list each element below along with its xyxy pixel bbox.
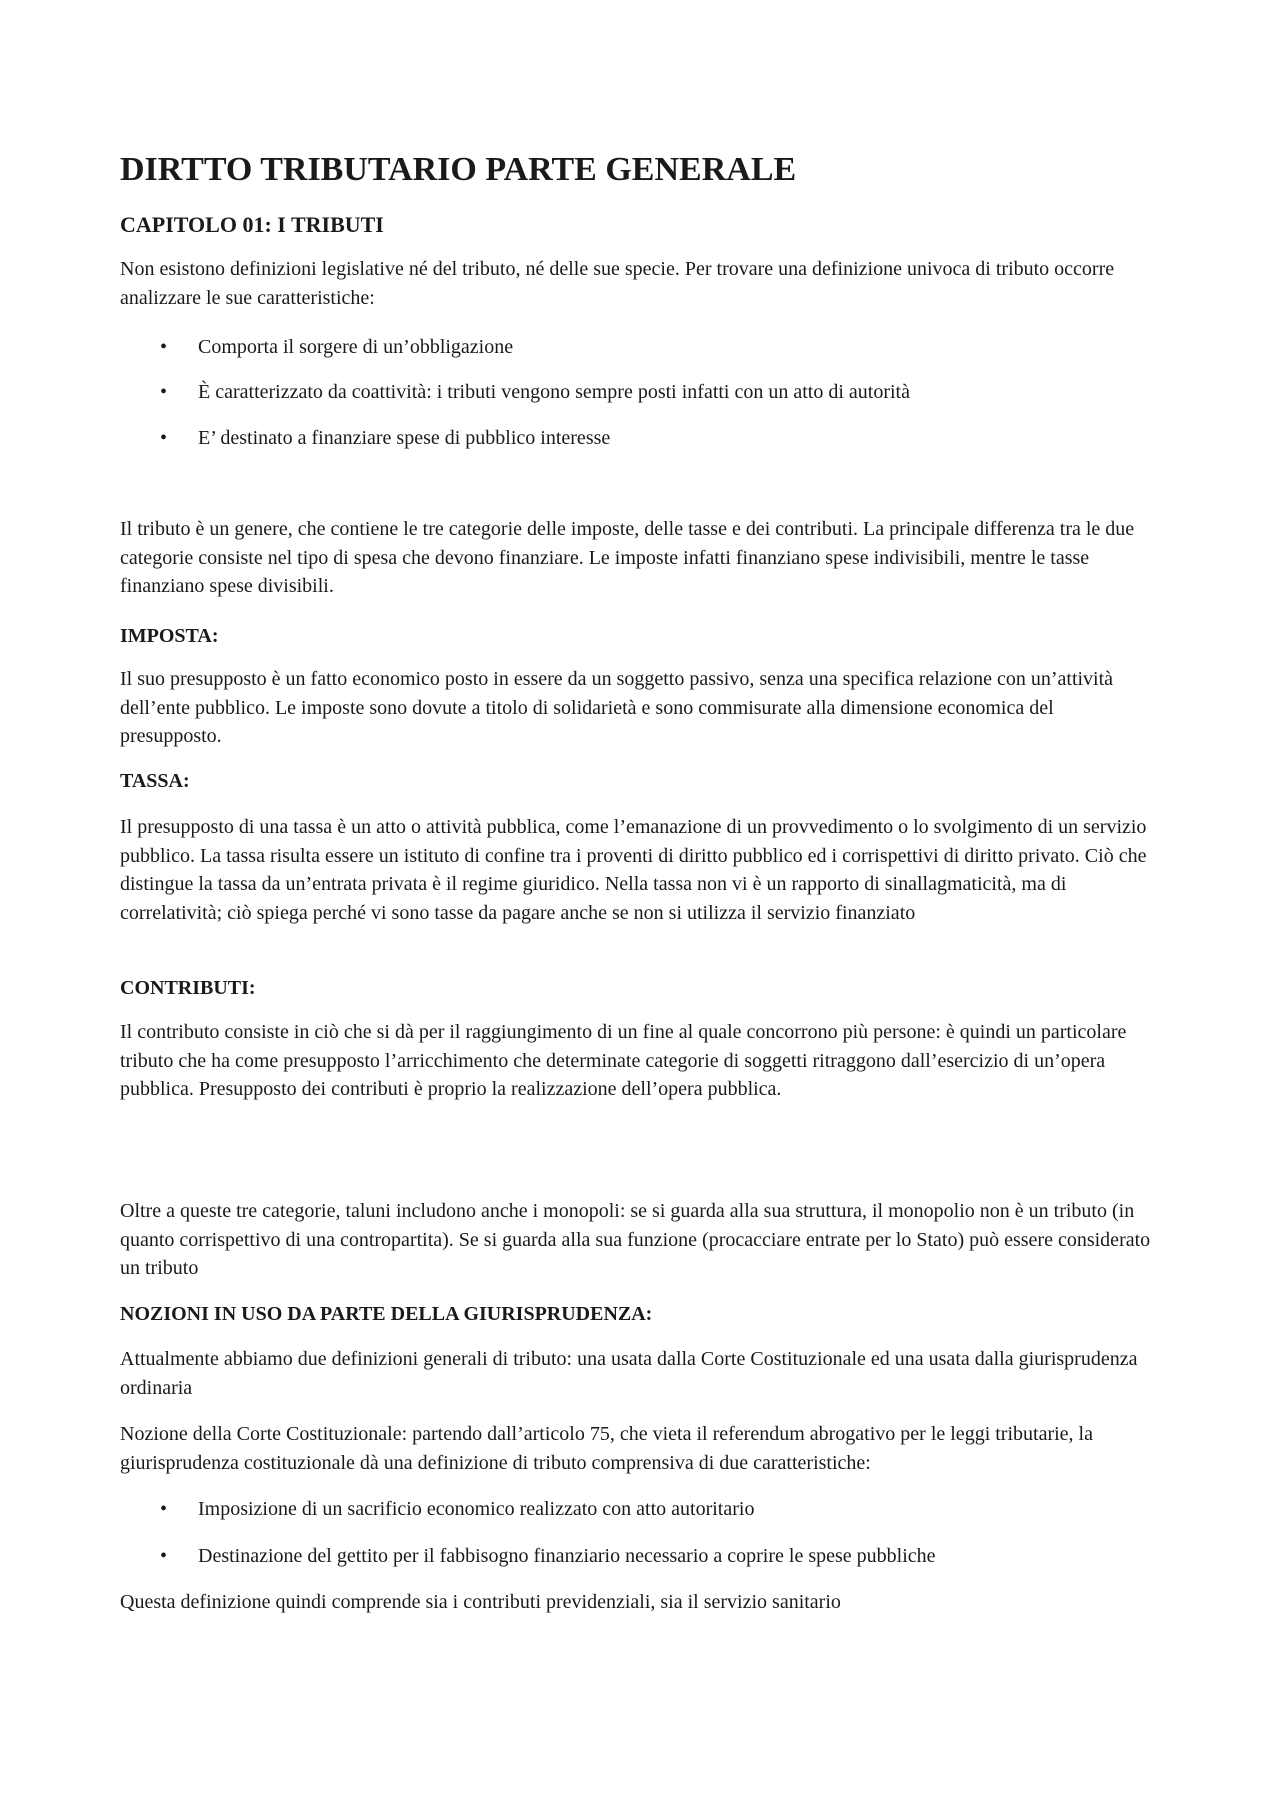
imposta-heading: IMPOSTA:	[120, 625, 219, 647]
bullet-icon: •	[160, 1498, 168, 1520]
list-item-text: Destinazione del gettito per il fabbisogno finanziario necessario a coprire le spese pubbliche	[198, 1545, 936, 1567]
contributi-paragraph: Il contributo consiste in ciò che si dà per il raggiungimento di un fine al quale concorrono più persone: è quindi un particolare tributo che ha come presupposto l’arricchimento che determinate categorie di soggetti ritraggono dall’esercizio di un’opera pubblica. Presupposto dei contributi è proprio la realizzazione dell’opera pubblica.	[120, 1021, 1127, 1100]
bullet-icon: •	[160, 1545, 168, 1567]
bullet-icon: •	[160, 381, 168, 403]
contributi-heading: CONTRIBUTI:	[120, 977, 256, 999]
imposta-paragraph: Il suo presupposto è un fatto economico posto in essere da un soggetto passivo, senza una specifica relazione con un’attività dell’ente pubblico. Le imposte sono dovute a titolo di solidarietà e sono commisurate alla dimensione economica del presupposto.	[120, 668, 1114, 747]
tassa-heading: TASSA:	[120, 770, 190, 792]
intro-paragraph: Non esistono definizioni legislative né del tributo, né delle sue specie. Per trovare una definizione univoca di tributo occorre analizzare le sue caratteristiche:	[120, 258, 1115, 309]
bullet-icon: •	[160, 427, 168, 449]
list-item-text: È caratterizzato da coattività: i tributi vengono sempre posti infatti con un atto di autorità	[198, 381, 910, 403]
nozioni-conclusion: Questa definizione quindi comprende sia i contributi previdenziali, sia il servizio sanitario	[120, 1591, 841, 1613]
list-item-text: E’ destinato a finanziare spese di pubblico interesse	[198, 427, 611, 449]
list-item-text: Imposizione di un sacrificio economico realizzato con atto autoritario	[198, 1498, 755, 1520]
bullet-icon: •	[160, 336, 168, 358]
nozioni-heading: NOZIONI IN USO DA PARTE DELLA GIURISPRUDENZA:	[120, 1303, 653, 1325]
nozioni-paragraph-1: Attualmente abbiamo due definizioni generali di tributo: una usata dalla Corte Costituzionale ed una usata dalla giurisprudenza ordinaria	[120, 1348, 1138, 1399]
tassa-paragraph: Il presupposto di una tassa è un atto o attività pubblica, come l’emanazione di un provvedimento o lo svolgimento di un servizio pubblico. La tassa risulta essere un istituto di confine tra i proventi di diritto pubblico ed i corrispettivi di diritto privato. Ciò che distingue la tassa da un’entrata privata è il regime giuridico. Nella tassa non vi è un rapporto di sinallagmaticità, ma di correlatività; ciò spiega perché vi sono tasse da pagare anche se non si utilizza il servizio finanziato	[120, 816, 1147, 924]
chapter-heading: CAPITOLO 01: I TRIBUTI	[120, 212, 384, 237]
genus-paragraph: Il tributo è un genere, che contiene le tre categorie delle imposte, delle tasse e dei contributi. La principale differenza tra le due categorie consiste nel tipo di spesa che devono finanziare. Le imposte infatti finanziano spese indivisibili, mentre le tasse finanziano spese divisibili.	[120, 518, 1135, 597]
document-title: DIRTTO TRIBUTARIO PARTE GENERALE	[120, 151, 797, 188]
monopoli-paragraph: Oltre a queste tre categorie, taluni includono anche i monopoli: se si guarda alla sua struttura, il monopolio non è un tributo (in quanto corrispettivo di una contropartita). Se si guarda alla sua funzione (procacciare entrate per lo Stato) può essere considerato un tributo	[120, 1200, 1151, 1279]
nozioni-paragraph-2: Nozione della Corte Costituzionale: partendo dall’articolo 75, che vieta il referendum abrogativo per le leggi tributarie, la giurisprudenza costituzionale dà una definizione di tributo comprensiva di due caratteristiche:	[120, 1423, 1093, 1474]
list-item-text: Comporta il sorgere di un’obbligazione	[198, 336, 514, 358]
